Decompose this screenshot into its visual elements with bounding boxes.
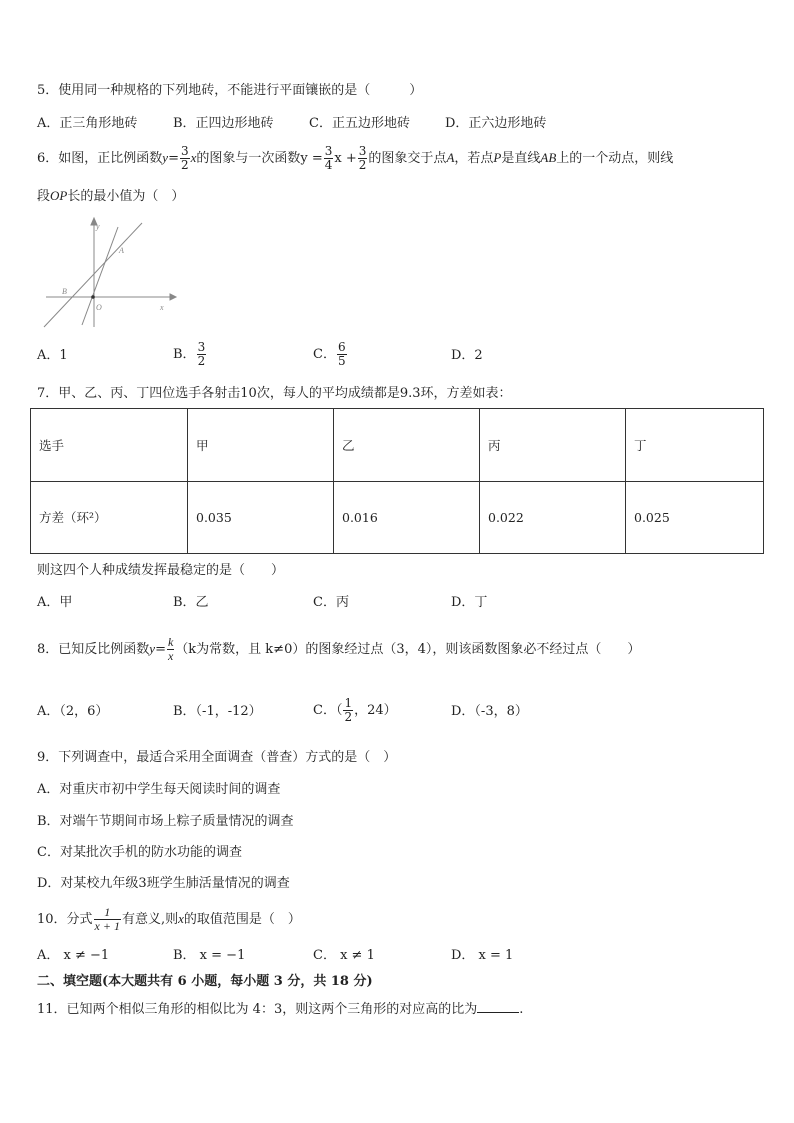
q7-option-a: A．甲 xyxy=(37,595,73,610)
q5-option-b: B．正四边形地砖 xyxy=(173,116,274,131)
q5-option-d: D．正六边形地砖 xyxy=(445,116,547,131)
fig-label-b: B xyxy=(62,287,67,296)
q8-option-c: C．（ $\frac{1}{2}$ ，24） xyxy=(313,696,397,724)
q10-option-d: D． x = 1 xyxy=(451,948,514,963)
q9-option-a: A．对重庆市初中学生每天阅读时间的调查 xyxy=(37,782,281,797)
q9-stem: 9．下列调查中，最适合采用全面调查（普查）方式的是（ ） xyxy=(37,750,397,765)
q6-fraction-1: $\frac{3}{2}$ xyxy=(180,144,189,172)
table-row xyxy=(31,481,764,554)
fig-label-o: O xyxy=(96,303,102,312)
q6-fraction-3: $\frac{3}{2}$ xyxy=(358,144,367,172)
fig-label-y: y xyxy=(96,222,100,231)
x-axis-arrow xyxy=(170,294,176,300)
q6-stem-line1: 6．如图，正比例函数y= $\frac{3}{2}$ x的图象与一次函数y = $\frac{3}{4}$ x + $\frac{3}{2}$ 的图象交于点A，若点P是直线AB上的一个动点，则线 xyxy=(37,144,674,172)
q10-fraction: $\frac{1}{x + 1}$ xyxy=(94,905,120,933)
q11-stem: 11．已知两个相似三角形的相似比为 4：3，则这两个三角形的对应高的比为 . xyxy=(37,1002,524,1017)
q8-option-b: B．（-1，-12） xyxy=(173,704,262,719)
table-header-cell: 丁 xyxy=(626,409,764,482)
line-y-equals-3-4-x-plus-3-2 xyxy=(44,223,142,327)
q8-option-d: D．（-3，8） xyxy=(451,704,528,719)
table-cell: 0.022 xyxy=(480,481,626,554)
q9-option-d: D．对某校九年级3班学生肺活量情况的调查 xyxy=(37,876,290,891)
q9-option-c: C．对某批次手机的防水功能的调查 xyxy=(37,845,242,860)
fig-label-a: A xyxy=(119,246,124,255)
q8-fraction: $\frac{k}{x}$ xyxy=(167,635,174,663)
q6-option-d: D．2 xyxy=(451,348,483,363)
table-cell: 0.016 xyxy=(334,481,480,554)
table-cell: 0.025 xyxy=(626,481,764,554)
q6-option-c: C． $\frac{6}{5}$ xyxy=(313,340,346,368)
table-header-cell: 选手 xyxy=(31,409,188,482)
q6-option-b: B． $\frac{3}{2}$ xyxy=(173,340,206,368)
fig-label-x: x xyxy=(160,303,164,312)
table-header-cell: 甲 xyxy=(188,409,334,482)
q6-figure xyxy=(40,215,180,330)
section-heading: 二、填空题(本大题共有 6 小题，每小题 3 分，共 18 分) xyxy=(37,974,373,989)
q7-option-d: D．丁 xyxy=(451,595,488,610)
table-row xyxy=(31,409,764,482)
q6-stem-line2: 段OP长的最小值为（ ） xyxy=(37,188,185,204)
q7-option-c: C．丙 xyxy=(313,595,349,610)
q8-option-a: A．（2，6） xyxy=(37,704,109,719)
variance-table xyxy=(30,408,764,554)
table-cell: 0.035 xyxy=(188,481,334,554)
q10-option-c: C． x ≠ 1 xyxy=(313,948,375,963)
answer-blank[interactable] xyxy=(477,1000,519,1013)
q7-option-b: B．乙 xyxy=(173,595,209,610)
q6-fraction-2: $\frac{3}{4}$ xyxy=(324,144,333,172)
q10-stem: 10．分式 $\frac{1}{x + 1}$ 有意义,则x的取值范围是（ ） xyxy=(37,905,301,933)
q5-option-c: C．正五边形地砖 xyxy=(309,116,410,131)
q8-stem: 8．已知反比例函数y= $\frac{k}{x}$ （k为常数，且 k≠0）的图象经过点（3，4），则该函数图象必不经过点（ ） xyxy=(37,635,641,663)
table-row-label: 方差（环²） xyxy=(31,481,188,554)
q7-stem: 7．甲、乙、丙、丁四位选手各射击10次，每人的平均成绩都是9.3环，方差如表： xyxy=(37,386,512,401)
q10-option-b: B． x = −1 xyxy=(173,948,246,963)
table-header-cell: 丙 xyxy=(480,409,626,482)
q10-option-a: A． x ≠ −1 xyxy=(37,948,110,963)
q6-option-a: A．1 xyxy=(37,348,68,363)
q7-question: 则这四个人种成绩发挥最稳定的是（ ） xyxy=(37,563,285,578)
origin-point xyxy=(91,295,95,299)
q5-option-a: A．正三角形地砖 xyxy=(37,116,138,131)
q5-stem: 5．使用同一种规格的下列地砖，不能进行平面镶嵌的是（ ） xyxy=(37,83,423,98)
q9-option-b: B．对端午节期间市场上粽子质量情况的调查 xyxy=(37,814,294,829)
table-header-cell: 乙 xyxy=(334,409,480,482)
